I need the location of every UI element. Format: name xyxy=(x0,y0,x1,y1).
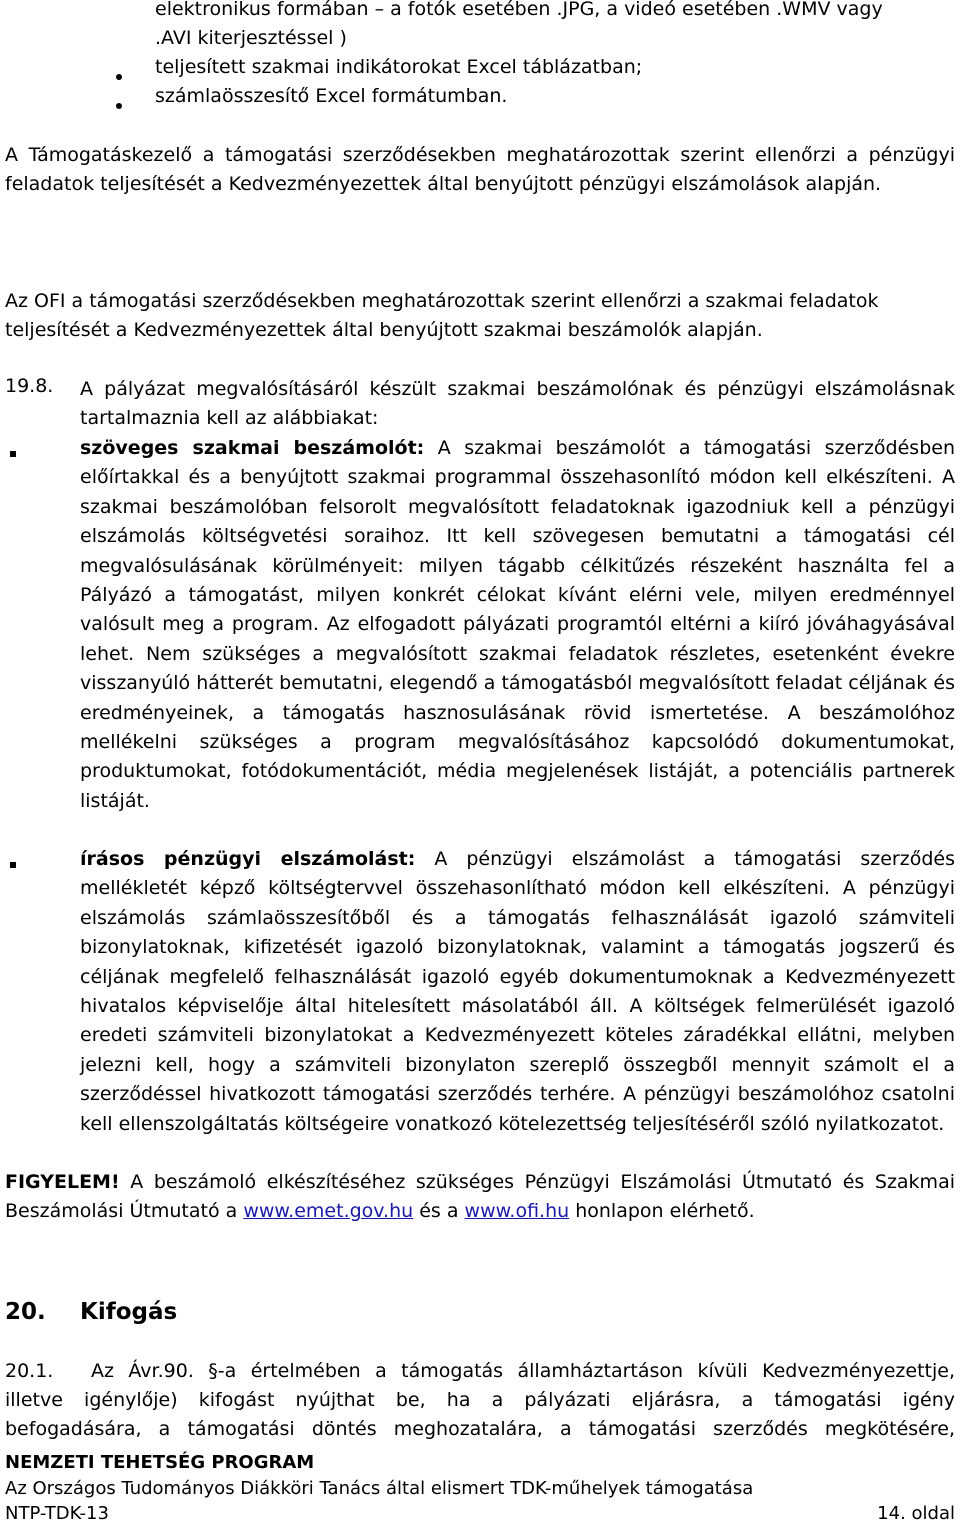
section-number: 19.8. xyxy=(5,375,54,397)
section-20-1-line: Az Ávr.90. §-a értelmében a támogatás államháztartáson kívüli Kedvezményezettje, xyxy=(91,1360,955,1382)
item-heading: írásos pénzügyi elszámolást: xyxy=(80,848,416,870)
paragraph-ofi: Az OFI a támogatási szerződésekben meghatározottak szerint ellenőrzi a szakmai feladatok teljesítését a Kedvezményezettek által benyújtott szakmai beszámolók alapján. xyxy=(5,290,879,342)
list-item-text: számlaösszesítő Excel formátumban. xyxy=(155,85,508,107)
list-item-penzugyi-elszamolas xyxy=(80,845,955,1139)
paragraph-tamogataskezelo: A Támogatáskezelő a támogatási szerződésekben meghatározottak szerint ellenőrzi a pénzügyi feladatok teljesítését a Kedvezményezettek által benyújtott pénzügyi elszámolások alapján. xyxy=(5,144,955,196)
section-20-number: 20. xyxy=(5,1299,46,1325)
section-20-title: Kifogás xyxy=(80,1299,178,1325)
emet-link[interactable]: www.emet.gov.hu xyxy=(243,1200,414,1223)
bullet-icon xyxy=(116,65,122,84)
notice-text: és a xyxy=(413,1200,465,1223)
list-item-text: teljesített szakmai indikátorokat Excel táblázatban; xyxy=(155,56,643,78)
item-heading: szöveges szakmai beszámolót: xyxy=(80,437,425,459)
footer-code: NTP-TDK-13 xyxy=(5,1503,109,1524)
item-body: A pénzügyi elszámolást a támogatási szerződés mellékletét képző költségtervvel összehasonlítható módon kell elkészíteni. A pénzügyi elszámolás számlaösszesítőből és a támogatás felhasználását igazoló számviteli bizonylatoknak, kifizetését igazoló bizonylatoknak, valamint a támogatás jogszerű és céljának megfelelő felhasználását igazoló egyéb dokumentumoknak a Kedvezményezett hivatalos képviselője által hitelesített másolatából áll. A költségek felmerülését igazoló eredeti számviteli bizonylatokat a Kedvezményezett köteles záradékkal ellátni, melyben jelezni kell, hogy a számviteli bizonylaton szereplő összegből mennyit számolt el a szerződéssel hivatkozott támogatási szerződés terhére. A pénzügyi beszámolóhoz csatolni kell ellenszolgáltatás költségeire vonatkozó kötelezettség teljesítéséről szóló nyilatkozatot. xyxy=(80,848,955,1135)
list-item-text: elektronikus formában – a fotók esetében .JPG, a videó esetében .WMV vagy xyxy=(155,0,883,20)
bullet-icon xyxy=(116,94,122,113)
section-20-1-number: 20.1. xyxy=(5,1360,54,1382)
notice-label: FIGYELEM! xyxy=(5,1171,120,1193)
list-item-szoveges-beszamolo xyxy=(80,434,955,816)
notice-text: A beszámoló elkészítéséhez szükséges Pénzügyi Elszámolási Útmutató és Szakmai Beszámolási Útmutató a xyxy=(5,1171,955,1223)
square-bullet-icon xyxy=(10,442,16,461)
section-intro xyxy=(80,375,955,434)
notice-paragraph xyxy=(5,1168,955,1227)
ofi-link[interactable]: www.ofi.hu xyxy=(464,1200,570,1223)
footer-program-title: NEMZETI TEHETSÉG PROGRAM xyxy=(5,1452,315,1473)
footer-page-number: 14. oldal xyxy=(877,1503,955,1524)
section-intro-text: A pályázat megvalósításáról készült szakmai beszámolónak és pénzügyi elszámolásnak tartalmaznia kell az alábbiakat: xyxy=(80,378,955,430)
section-20-1-line: illetve igénylője) kifogást nyújthat be, ha a pályázati eljárásra, a támogatási igény xyxy=(5,1389,955,1411)
section-20-1-line: befogadására, a támogatási döntés meghozatalára, a támogatási szerződés megkötésére, xyxy=(5,1418,955,1440)
notice-text: honlapon elérhető. xyxy=(569,1200,755,1223)
footer-subtitle: Az Országos Tudományos Diákköri Tanács által elismert TDK-műhelyek támogatása xyxy=(5,1478,754,1499)
item-body: A szakmai beszámolót a támogatási szerződésben előírtakkal és a benyújtott szakmai programmal összehasonlító módon kell elkészíteni. A szakmai beszámolóban felsorolt megvalósított feladatoknak igazodniuk kell a pénzügyi elszámolás költségvetési soraihoz. Itt kell szövegesen bemutatni a támogatási cél megvalósulásának körülményeit: milyen tágabb célkitűzés részeként használta fel a Pályázó a támogatást, milyen konkrét célokat kívánt elérni vele, milyen eredménnyel valósult meg a program. Az elfogadott pályázati programtól eltérni a kiíró jóváhagyásával lehet. Nem szükséges a megvalósított szakmai feladatok részletes, esetenként évekre visszanyúló hátterét bemutatni, elegendő a támogatásból megvalósított feladat céljának és eredményeinek, a támogatás hasznosulásának rövid ismertetése. A beszámolóhoz mellékelni szükséges a program megvalósításához kapcsolódó dokumentumokat, produktumokat, fotódokumentációt, média megjelenések listáját, a potenciális partnerek listáját. xyxy=(80,437,955,812)
square-bullet-icon xyxy=(10,853,16,872)
list-item-text: .AVI kiterjesztéssel ) xyxy=(155,27,347,49)
